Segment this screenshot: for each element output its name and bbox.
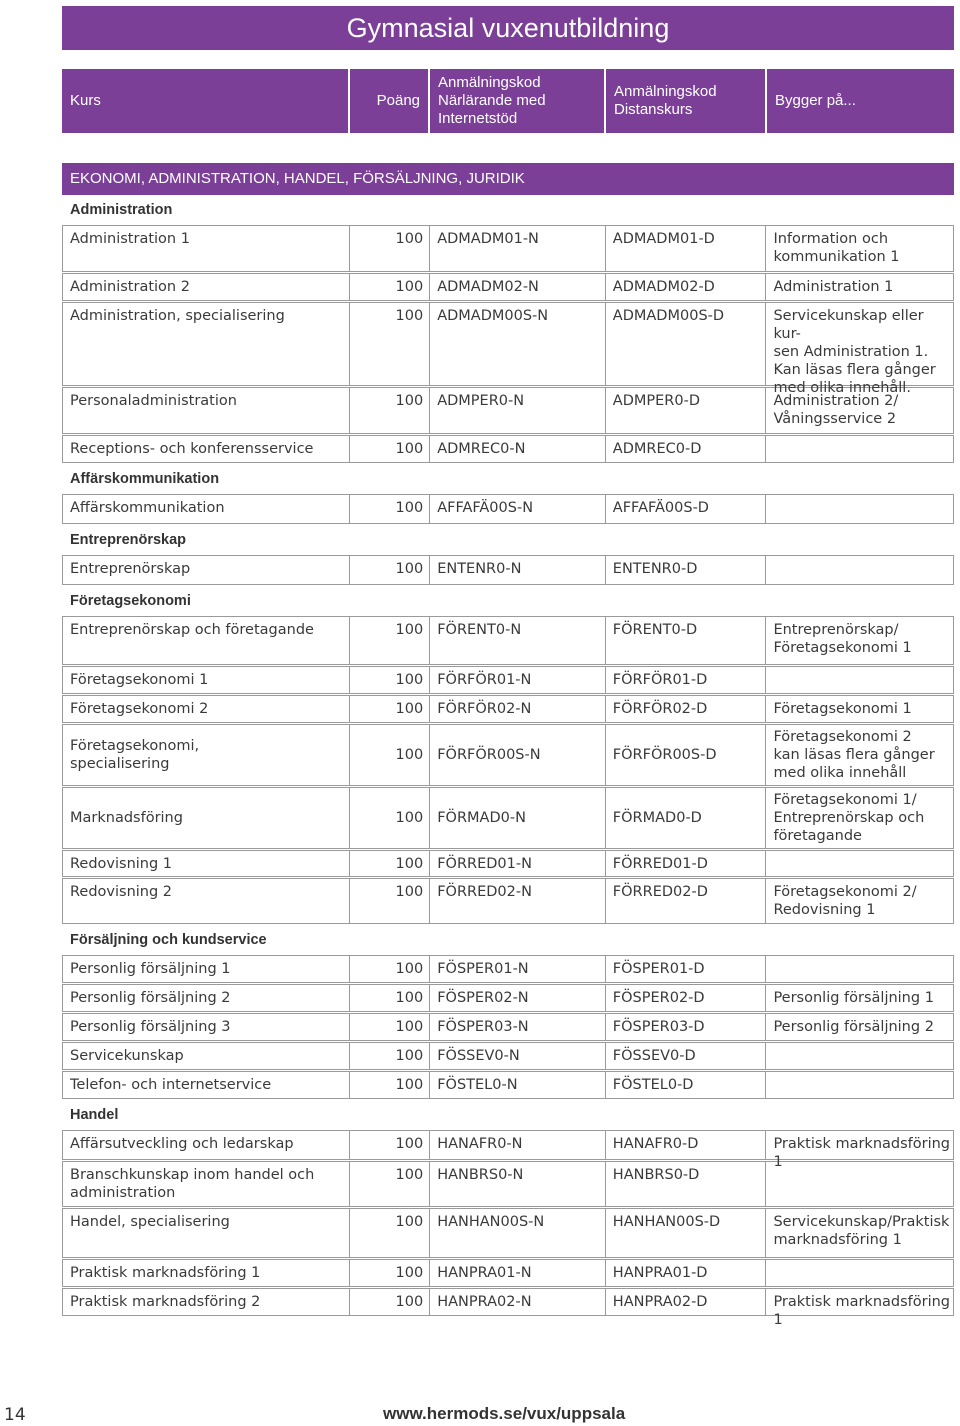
- course-points-cell: 100: [350, 556, 430, 584]
- code-distans-cell: HANBRS0-D: [606, 1162, 767, 1206]
- table-row: [62, 302, 954, 396]
- table-row: [62, 878, 954, 924]
- header-poang: Poäng: [350, 69, 430, 133]
- prerequisite-cell: [766, 1072, 953, 1098]
- category-heading: EKONOMI, ADMINISTRATION, HANDEL, FÖRSÄLJNING, JURIDIK: [62, 163, 954, 195]
- course-name-cell: Redovisning 2: [63, 879, 350, 923]
- table-row: [62, 1288, 954, 1328]
- course-name-cell: Servicekunskap: [63, 1043, 350, 1069]
- course-points-cell: 100: [350, 725, 430, 785]
- code-distans-cell: HANAFR0-D: [606, 1131, 767, 1159]
- code-narlarande-cell: HANBRS0-N: [430, 1162, 606, 1206]
- course-table: [62, 163, 954, 1328]
- code-narlarande-cell: ADMPER0-N: [430, 388, 606, 433]
- table-row: [62, 1130, 954, 1170]
- code-narlarande-cell: ENTENR0-N: [430, 556, 606, 584]
- course-points-cell: 100: [350, 388, 430, 433]
- prerequisite-cell: Information och kommunikation 1: [773, 231, 900, 265]
- footer-url-link[interactable]: www.hermods.se/vux/uppsala: [383, 1404, 626, 1423]
- prerequisite-cell: [766, 956, 953, 982]
- code-narlarande-cell: AFFAFÄ00S-N: [430, 495, 606, 523]
- course-points-cell: 100: [350, 985, 430, 1011]
- course-name-cell: Praktisk marknadsföring 2: [63, 1289, 350, 1315]
- prerequisite-cell: Administration 2/ Våningsservice 2: [773, 393, 899, 427]
- prerequisite-cell: Personlig försäljning 1: [773, 990, 934, 1006]
- course-points-cell: 100: [350, 495, 430, 523]
- prerequisite-cell: [766, 436, 953, 462]
- course-points-cell: 100: [350, 667, 430, 693]
- course-name-cell: Handel, specialisering: [63, 1209, 350, 1257]
- table-row: [62, 695, 954, 723]
- course-points-cell: 100: [350, 436, 430, 462]
- course-name-cell: Redovisning 1: [63, 851, 350, 876]
- code-narlarande-cell: FÖRMAD0-N: [430, 788, 606, 848]
- code-distans-cell: ADMADM02-D: [606, 274, 767, 300]
- code-narlarande-cell: ADMREC0-N: [430, 436, 606, 462]
- code-distans-cell: ADMADM01-D: [606, 226, 767, 271]
- prerequisite-cell: Företagsekonomi 2/ Redovisning 1: [773, 884, 917, 918]
- table-row: [62, 1208, 954, 1258]
- prerequisite-cell: Företagsekonomi 1/ Entreprenörskap och företagande: [773, 792, 925, 844]
- header-bygger-pa: Bygger på...: [775, 92, 856, 109]
- section-subheading: Entreprenörskap: [70, 532, 187, 548]
- prerequisite-cell: Entreprenörskap/ Företagsekonomi 1: [773, 622, 912, 656]
- code-narlarande-cell: HANPRA02-N: [430, 1289, 606, 1315]
- table-row: [62, 225, 954, 272]
- code-narlarande-cell: HANPRA01-N: [430, 1260, 606, 1286]
- prerequisite-cell: [766, 495, 953, 523]
- header-kod-narlarande: [430, 69, 606, 133]
- code-distans-cell: ADMADM00S-D: [606, 303, 767, 385]
- code-narlarande-cell: FÖRENT0-N: [430, 617, 606, 664]
- code-narlarande-cell: FÖSSEV0-N: [430, 1043, 606, 1069]
- code-narlarande-cell: FÖRFÖR01-N: [430, 667, 606, 693]
- prerequisite-cell: Praktisk marknadsföring 1: [773, 1136, 951, 1170]
- page-title: Gymnasial vuxenutbildning: [62, 6, 954, 50]
- table-row: [62, 850, 954, 877]
- table-header: [62, 69, 954, 133]
- code-distans-cell: FÖRFÖR01-D: [606, 667, 767, 693]
- code-distans-cell: ADMREC0-D: [606, 436, 767, 462]
- course-name-cell: Företagsekonomi, specialisering: [63, 725, 350, 785]
- code-narlarande-cell: FÖSPER02-N: [430, 985, 606, 1011]
- table-row: [62, 1013, 954, 1041]
- code-narlarande-cell: FÖSPER01-N: [430, 956, 606, 982]
- course-name-cell: Receptions- och konferensservice: [63, 436, 350, 462]
- code-distans-cell: FÖRFÖR00S-D: [606, 725, 767, 785]
- table-row: [62, 435, 954, 463]
- course-points-cell: 100: [350, 788, 430, 848]
- prerequisite-cell: Administration 1: [773, 279, 894, 295]
- course-name-cell: Affärsutveckling och ledarskap: [63, 1131, 350, 1159]
- section-subheading: Företagsekonomi: [70, 593, 191, 609]
- section-subheading: Försäljning och kundservice: [70, 932, 267, 948]
- code-distans-cell: FÖRRED01-D: [606, 851, 767, 876]
- course-points-cell: 100: [350, 1289, 430, 1315]
- course-points-cell: 100: [350, 851, 430, 876]
- course-name-cell: Administration 2: [63, 274, 350, 300]
- table-row: [62, 555, 954, 585]
- course-points-cell: 100: [350, 1014, 430, 1040]
- header-kod-narlarande-text: Anmälningskod Närlärande med Internetstöd: [438, 74, 546, 127]
- code-narlarande-cell: FÖRFÖR00S-N: [430, 725, 606, 785]
- course-points-cell: 100: [350, 274, 430, 300]
- course-name-cell: Företagsekonomi 2: [63, 696, 350, 722]
- course-name-cell: Personaladministration: [63, 388, 350, 433]
- code-narlarande-cell: FÖSTEL0-N: [430, 1072, 606, 1098]
- course-points-cell: 100: [350, 956, 430, 982]
- code-distans-cell: HANPRA01-D: [606, 1260, 767, 1286]
- prerequisite-cell: [766, 1043, 953, 1069]
- prerequisite-cell: [766, 1260, 953, 1286]
- table-row: [62, 616, 954, 665]
- course-points-cell: 100: [350, 617, 430, 664]
- prerequisite-cell: Praktisk marknadsföring 1: [773, 1294, 951, 1328]
- code-distans-cell: ENTENR0-D: [606, 556, 767, 584]
- course-name-cell: Praktisk marknadsföring 1: [63, 1260, 350, 1286]
- course-name-cell: Affärskommunikation: [63, 495, 350, 523]
- code-narlarande-cell: ADMADM01-N: [430, 226, 606, 271]
- table-row: [62, 787, 954, 849]
- table-row: [62, 1042, 954, 1070]
- code-narlarande-cell: FÖRFÖR02-N: [430, 696, 606, 722]
- code-distans-cell: ADMPER0-D: [606, 388, 767, 433]
- code-narlarande-cell: ADMADM02-N: [430, 274, 606, 300]
- table-row: [62, 1161, 954, 1207]
- prerequisite-cell: [766, 851, 953, 876]
- course-name-cell: Personlig försäljning 3: [63, 1014, 350, 1040]
- course-points-cell: 100: [350, 1131, 430, 1159]
- prerequisite-cell: Servicekunskap eller kur- sen Administration 1. Kan läsas flera gånger med olika innehåll.: [773, 308, 936, 396]
- code-narlarande-cell: FÖRRED01-N: [430, 851, 606, 876]
- course-name-cell: Telefon- och internetservice: [63, 1072, 350, 1098]
- course-name-cell: Administration 1: [63, 226, 350, 271]
- table-row: [62, 1071, 954, 1099]
- code-distans-cell: FÖRRED02-D: [606, 879, 767, 923]
- table-row: [62, 1259, 954, 1287]
- code-narlarande-cell: HANHAN00S-N: [430, 1209, 606, 1257]
- prerequisite-cell: Företagsekonomi 2 kan läsas flera gånger med olika innehåll: [773, 729, 935, 781]
- code-distans-cell: AFFAFÄ00S-D: [606, 495, 767, 523]
- code-distans-cell: FÖRENT0-D: [606, 617, 767, 664]
- course-points-cell: 100: [350, 879, 430, 923]
- course-name-cell: Administration, specialisering: [63, 303, 350, 385]
- course-name-cell: Entreprenörskap och företagande: [63, 617, 350, 664]
- section-subheading: Handel: [70, 1107, 119, 1123]
- course-points-cell: 100: [350, 1072, 430, 1098]
- course-points-cell: 100: [350, 696, 430, 722]
- code-narlarande-cell: HANAFR0-N: [430, 1131, 606, 1159]
- code-distans-cell: FÖSTEL0-D: [606, 1072, 767, 1098]
- code-narlarande-cell: ADMADM00S-N: [430, 303, 606, 385]
- prerequisite-cell: Servicekunskap/Praktisk marknadsföring 1: [773, 1214, 950, 1248]
- code-distans-cell: FÖRFÖR02-D: [606, 696, 767, 722]
- course-name-cell: Branschkunskap inom handel och administration: [63, 1162, 350, 1206]
- course-points-cell: 100: [350, 226, 430, 271]
- code-distans-cell: FÖRMAD0-D: [606, 788, 767, 848]
- header-kod-distans: [606, 69, 767, 133]
- code-distans-cell: FÖSPER02-D: [606, 985, 767, 1011]
- table-row: [62, 273, 954, 301]
- header-kod-distans-text: Anmälningskod Distanskurs: [614, 83, 717, 118]
- course-name-cell: Personlig försäljning 1: [63, 956, 350, 982]
- code-narlarande-cell: FÖSPER03-N: [430, 1014, 606, 1040]
- prerequisite-cell: [766, 556, 953, 584]
- prerequisite-cell: [766, 1162, 953, 1206]
- course-points-cell: 100: [350, 303, 430, 385]
- course-name-cell: Företagsekonomi 1: [63, 667, 350, 693]
- code-distans-cell: HANHAN00S-D: [606, 1209, 767, 1257]
- table-row: [62, 955, 954, 983]
- code-distans-cell: FÖSPER01-D: [606, 956, 767, 982]
- table-row: [62, 666, 954, 694]
- course-points-cell: 100: [350, 1209, 430, 1257]
- code-narlarande-cell: FÖRRED02-N: [430, 879, 606, 923]
- header-kurs: Kurs: [62, 69, 350, 133]
- section-subheading: Affärskommunikation: [70, 471, 220, 487]
- course-points-cell: 100: [350, 1260, 430, 1286]
- page-number: 14: [4, 1405, 26, 1425]
- course-name-cell: Personlig försäljning 2: [63, 985, 350, 1011]
- prerequisite-cell: Företagsekonomi 1: [773, 701, 912, 717]
- course-points-cell: 100: [350, 1162, 430, 1206]
- table-row: [62, 984, 954, 1012]
- course-name-cell: Marknadsföring: [63, 788, 350, 848]
- table-row: [62, 724, 954, 786]
- prerequisite-cell: [766, 667, 953, 693]
- code-distans-cell: HANPRA02-D: [606, 1289, 767, 1315]
- prerequisite-cell: Personlig försäljning 2: [773, 1019, 934, 1035]
- code-distans-cell: FÖSPER03-D: [606, 1014, 767, 1040]
- table-row: [62, 494, 954, 524]
- course-name-cell: Entreprenörskap: [63, 556, 350, 584]
- code-distans-cell: FÖSSEV0-D: [606, 1043, 767, 1069]
- course-points-cell: 100: [350, 1043, 430, 1069]
- table-row: [62, 387, 954, 434]
- section-subheading: Administration: [70, 202, 173, 218]
